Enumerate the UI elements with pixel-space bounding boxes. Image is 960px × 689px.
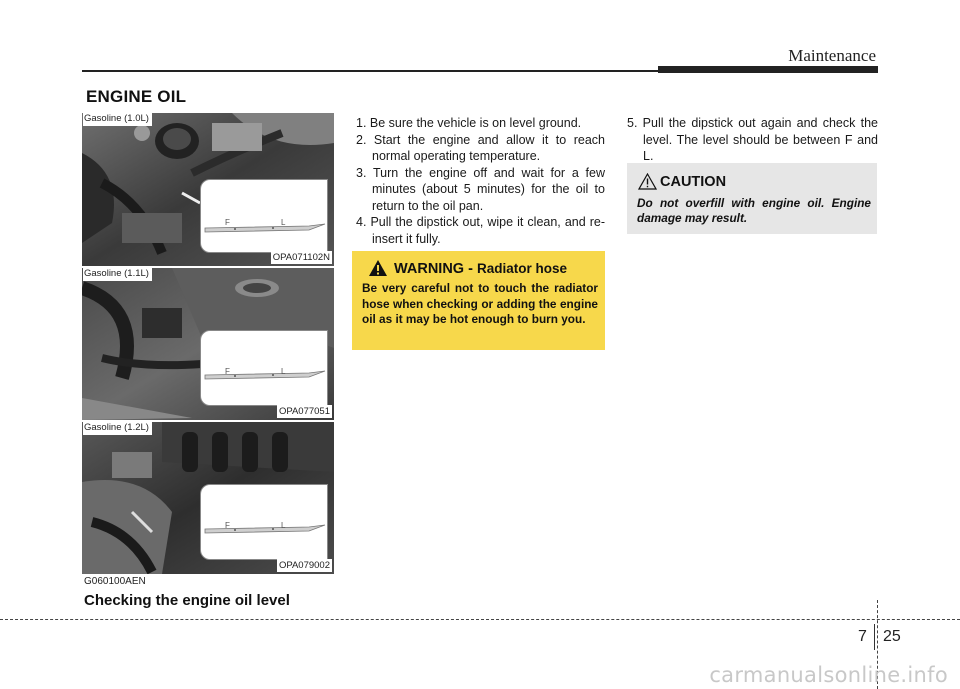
engine-label: Gasoline (1.2L) xyxy=(83,422,152,435)
engine-photo-2 xyxy=(82,268,334,420)
dipstick-inset xyxy=(200,330,328,406)
warning-label: WARNING - xyxy=(394,261,477,277)
dipstick-f-label: F xyxy=(225,521,230,530)
warning-box xyxy=(352,251,605,350)
page-number-separator xyxy=(874,624,875,650)
footer-rule xyxy=(0,619,960,620)
step-item: 5. Pull the dipstick out again and check the level. The level should be between F and L. xyxy=(627,116,878,163)
steps-column-2 xyxy=(627,115,878,165)
step-item: 1. Be sure the vehicle is on level ground. xyxy=(356,116,582,130)
engine-label: Gasoline (1.0L) xyxy=(83,113,152,126)
warning-triangle-icon xyxy=(368,259,388,277)
dipstick-f-label: F xyxy=(225,367,230,376)
subheading: Checking the engine oil level xyxy=(84,592,290,609)
warning-title xyxy=(394,261,567,277)
dipstick-l-label: L xyxy=(281,521,286,530)
chapter-number: 7 xyxy=(858,628,867,645)
image-code: OPA079002 xyxy=(278,560,330,571)
step-item: 2. Start the engine and allow it to reach normal operating temperature. xyxy=(356,132,605,163)
page-number: 25 xyxy=(883,628,901,645)
dipstick-l-label: L xyxy=(281,218,286,227)
section-title: ENGINE OIL xyxy=(86,87,187,106)
dipstick-icon xyxy=(201,485,329,561)
engine-photo-3 xyxy=(82,422,334,574)
dipstick-f-label: F xyxy=(225,218,230,227)
watermark-link[interactable]: carmanualsonline.info xyxy=(709,663,948,687)
caution-box xyxy=(627,163,877,234)
dipstick-l-label: L xyxy=(281,367,286,376)
caution-title: CAUTION xyxy=(660,174,727,190)
header-rule-bar xyxy=(658,66,878,73)
dipstick-inset xyxy=(200,484,328,560)
image-code: OPA071102N xyxy=(272,252,330,263)
warning-subtitle: Radiator hose xyxy=(476,261,567,276)
dipstick-icon xyxy=(201,331,329,407)
steps-column-1 xyxy=(356,115,605,247)
caution-triangle-icon xyxy=(638,173,657,190)
dipstick-inset xyxy=(200,179,328,253)
header-rule xyxy=(82,70,662,72)
step-item: 4. Pull the dipstick out, wipe it clean, and re-insert it fully. xyxy=(356,215,605,246)
section-code: G060100AEN xyxy=(84,576,146,587)
warning-text: Be very careful not to touch the radiator hose when checking or adding the engine oil as it may be hot enough to burn you. xyxy=(362,281,598,326)
caution-text: Do not overfill with engine oil. Engine damage may result. xyxy=(637,196,871,225)
step-item: 3. Turn the engine off and wait for a few minutes (about 5 minutes) for the oil to return to the oil pan. xyxy=(356,165,605,213)
image-code: OPA077051 xyxy=(278,406,330,417)
page-header-title: Maintenance xyxy=(788,46,876,65)
engine-photo-1 xyxy=(82,113,334,266)
engine-label: Gasoline (1.1L) xyxy=(83,268,152,281)
dipstick-icon xyxy=(201,180,329,254)
